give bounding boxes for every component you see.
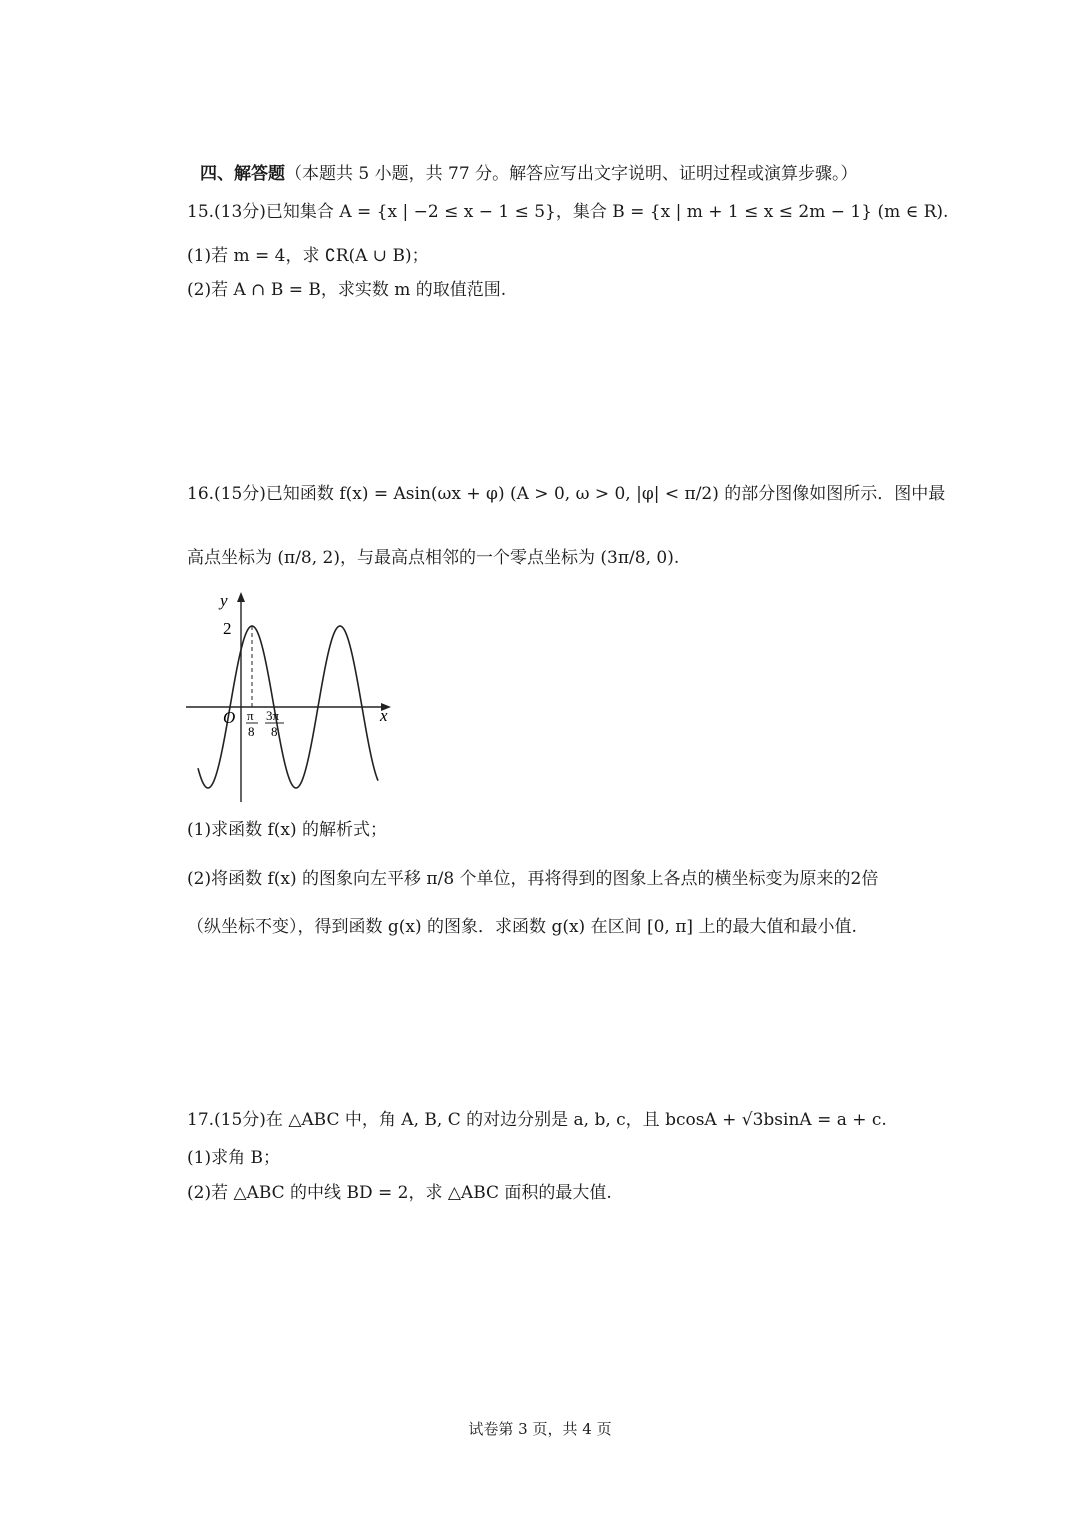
y-axis-label: y <box>220 591 228 610</box>
x-axis-label: x <box>380 706 388 725</box>
q15-stem: 15.(13分)已知集合 A = {x | −2 ≤ x − 1 ≤ 5}，集合 B = {x | m + 1 ≤ x ≤ 2m − 1} (m ∈ R). <box>187 202 949 222</box>
q17-stem: 17.(15分)在 △ABC 中，角 A, B, C 的对边分别是 a, b, c，且 bcosA + √3bsinA = a + c. <box>187 1110 887 1130</box>
q17-part1: (1)求角 B； <box>187 1148 280 1168</box>
q15-part2: (2)若 A ∩ B = B，求实数 m 的取值范围. <box>187 280 507 300</box>
tick1-numerator: π <box>247 708 254 723</box>
q16-part1: (1)求函数 f(x) 的解析式； <box>187 820 388 840</box>
sine-graph <box>180 590 400 810</box>
section-note: （本题共 5 小题，共 77 分。解答应写出文字说明、证明过程或演算步骤。） <box>285 164 858 184</box>
q16-stem-continued: 高点坐标为 (π/8, 2)，与最高点相邻的一个零点坐标为 (3π/8, 0). <box>187 548 680 568</box>
page-footer: 试卷第 3 页，共 4 页 <box>468 1420 612 1438</box>
q16-stem: 16.(15分)已知函数 f(x) = Asin(ωx + φ) (A > 0, ω > 0, |φ| < π/2) 的部分图像如图所示．图中最 <box>187 484 946 504</box>
section-heading-line <box>200 162 858 186</box>
tick2-numerator: 3π <box>266 708 280 723</box>
origin-label: O <box>223 708 236 727</box>
q16-part2: (2)将函数 f(x) 的图象向左平移 π/8 个单位，再将得到的图象上各点的横坐标变为原来的2倍 <box>187 869 879 889</box>
tick2-denominator: 8 <box>271 724 278 739</box>
y-axis-arrow <box>237 592 245 602</box>
tick1-denominator: 8 <box>248 724 255 739</box>
q15-part1: (1)若 m = 4，求 ∁R(A ∪ B)； <box>187 246 429 266</box>
q17-part2: (2)若 △ABC 的中线 BD = 2，求 △ABC 面积的最大值. <box>187 1183 612 1203</box>
q16-part2-continued: （纵坐标不变），得到函数 g(x) 的图象．求函数 g(x) 在区间 [0, π] 上的最大值和最小值. <box>187 917 857 937</box>
section-heading: 四、解答题 <box>200 164 285 184</box>
max-value-label: 2 <box>223 619 232 638</box>
